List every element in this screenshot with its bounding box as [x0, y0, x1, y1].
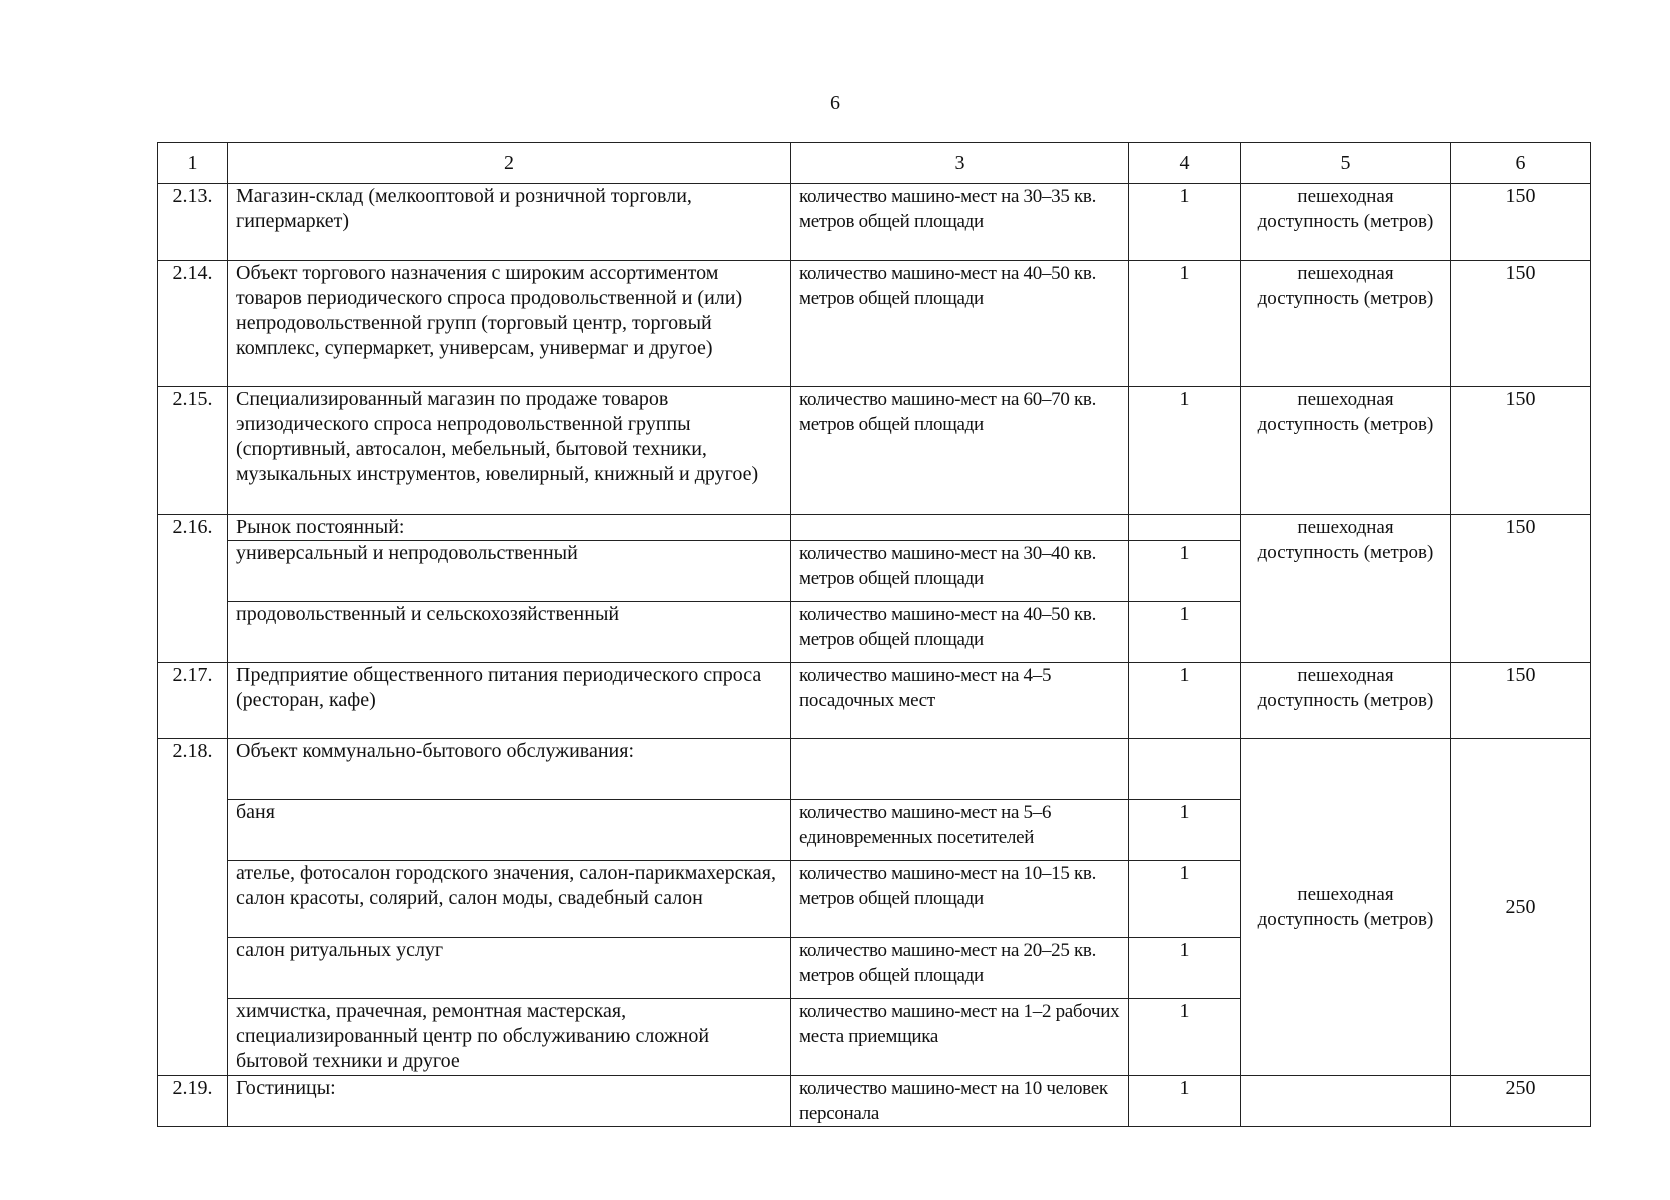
- table-row: [158, 387, 1591, 515]
- row-number: 2.18.: [158, 739, 228, 1076]
- quantity-empty: [1129, 515, 1241, 541]
- calc-basis: количество машино-мест на 60–70 кв. метров общей площади: [791, 387, 1129, 515]
- access-type-empty: [1241, 1076, 1451, 1127]
- header-row: [158, 143, 1591, 184]
- table-row: [158, 261, 1591, 387]
- row-number: 2.16.: [158, 515, 228, 663]
- access-type: пешеходная доступность (метров): [1241, 387, 1451, 515]
- distance: 150: [1451, 184, 1591, 261]
- quantity: 1: [1129, 663, 1241, 739]
- access-type: пешеходная доступность (метров): [1241, 261, 1451, 387]
- quantity: 1: [1129, 861, 1241, 938]
- access-type: пешеходная доступность (метров): [1241, 739, 1451, 1076]
- calc-basis: количество машино-мест на 20–25 кв. метров общей площади: [791, 938, 1129, 999]
- header-col-5: 5: [1241, 143, 1451, 184]
- calc-basis: количество машино-мест на 40–50 кв. метров общей площади: [791, 261, 1129, 387]
- quantity-empty: [1129, 739, 1241, 800]
- quantity: 1: [1129, 541, 1241, 602]
- quantity: 1: [1129, 387, 1241, 515]
- distance: 250: [1451, 1076, 1591, 1127]
- quantity: 1: [1129, 261, 1241, 387]
- header-col-1: 1: [158, 143, 228, 184]
- quantity: 1: [1129, 938, 1241, 999]
- quantity: 1: [1129, 184, 1241, 261]
- distance: 150: [1451, 663, 1591, 739]
- calc-basis: количество машино-мест на 30–35 кв. метров общей площади: [791, 184, 1129, 261]
- sub-object-name: химчистка, прачечная, ремонтная мастерская, специализированный центр по обслуживанию сложной бытовой техники и другое: [228, 999, 791, 1076]
- calc-basis: количество машино-мест на 10 человек персонала: [791, 1076, 1129, 1127]
- row-number: 2.19.: [158, 1076, 228, 1127]
- distance: 150: [1451, 515, 1591, 663]
- calc-basis: количество машино-мест на 1–2 рабочих места приемщика: [791, 999, 1129, 1076]
- table-row: [158, 515, 1591, 541]
- row-number: 2.14.: [158, 261, 228, 387]
- object-name: Специализированный магазин по продаже товаров эпизодического спроса непродовольственной группы (спортивный, автосалон, мебельный, бытовой техники, музыкальных инструментов, ювелирный, книжный и другое): [228, 387, 791, 515]
- calc-basis: количество машино-мест на 4–5 посадочных мест: [791, 663, 1129, 739]
- row-number: 2.15.: [158, 387, 228, 515]
- table-row: [158, 184, 1591, 261]
- object-name: Рынок постоянный:: [228, 515, 791, 541]
- object-name: Гостиницы:: [228, 1076, 791, 1127]
- quantity: 1: [1129, 1076, 1241, 1127]
- sub-object-name: баня: [228, 800, 791, 861]
- table-row: [158, 1076, 1591, 1127]
- distance: 150: [1451, 261, 1591, 387]
- header-col-2: 2: [228, 143, 791, 184]
- access-type: пешеходная доступность (метров): [1241, 663, 1451, 739]
- access-type: пешеходная доступность (метров): [1241, 515, 1451, 663]
- sub-object-name: салон ритуальных услуг: [228, 938, 791, 999]
- quantity: 1: [1129, 999, 1241, 1076]
- object-name: Объект коммунально-бытового обслуживания:: [228, 739, 791, 800]
- sub-object-name: ателье, фотосалон городского значения, салон-парикмахерская, салон красоты, солярий, салон моды, свадебный салон: [228, 861, 791, 938]
- distance: 150: [1451, 387, 1591, 515]
- calc-basis: количество машино-мест на 40–50 кв. метров общей площади: [791, 602, 1129, 663]
- header-col-4: 4: [1129, 143, 1241, 184]
- row-number: 2.17.: [158, 663, 228, 739]
- sub-object-name: продовольственный и сельскохозяйственный: [228, 602, 791, 663]
- header-col-3: 3: [791, 143, 1129, 184]
- object-name: Объект торгового назначения с широким ассортиментом товаров периодического спроса продовольственной и (или) непродовольственной групп (торговый центр, торговый комплекс, супермаркет, универсам, универмаг и другое): [228, 261, 791, 387]
- sub-object-name: универсальный и непродовольственный: [228, 541, 791, 602]
- table-row: [158, 739, 1591, 800]
- page-number: 6: [830, 92, 840, 114]
- header-col-6: 6: [1451, 143, 1591, 184]
- calc-basis: количество машино-мест на 10–15 кв. метров общей площади: [791, 861, 1129, 938]
- object-name: Предприятие общественного питания периодического спроса (ресторан, кафе): [228, 663, 791, 739]
- access-type: пешеходная доступность (метров): [1241, 184, 1451, 261]
- table-row: [158, 663, 1591, 739]
- row-number: 2.13.: [158, 184, 228, 261]
- calc-basis: количество машино-мест на 30–40 кв. метров общей площади: [791, 541, 1129, 602]
- quantity: 1: [1129, 602, 1241, 663]
- distance: 250: [1451, 739, 1591, 1076]
- calc-basis-empty: [791, 515, 1129, 541]
- parking-norms-table: [157, 142, 1591, 1127]
- calc-basis-empty: [791, 739, 1129, 800]
- object-name: Магазин-склад (мелкооптовой и розничной торговли, гипермаркет): [228, 184, 791, 261]
- quantity: 1: [1129, 800, 1241, 861]
- calc-basis: количество машино-мест на 5–6 единовременных посетителей: [791, 800, 1129, 861]
